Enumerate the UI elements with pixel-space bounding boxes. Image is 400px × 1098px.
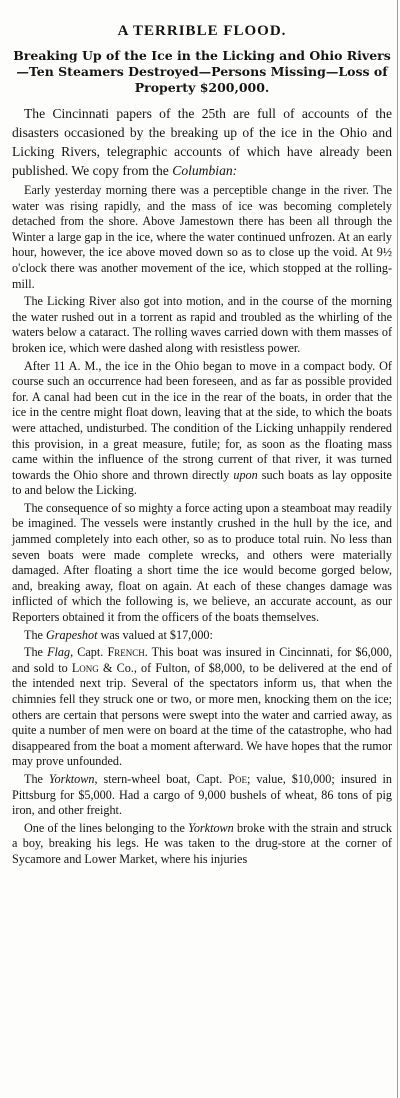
boat-name-yorktown: Yorktown [48, 771, 95, 786]
lede-text: The Cincinnati papers of the 25th are full of accounts of the disasters occasioned by the breaking up of the ice in the Ohio and Licking Rivers, telegraphic accounts of which have already been published. We copy from the [12, 106, 392, 178]
emphasis-upon: upon [233, 467, 258, 482]
headline: A TERRIBLE FLOOD. [117, 23, 287, 39]
source-name: Columbian: [172, 163, 238, 178]
lede-paragraph [12, 104, 392, 180]
paragraph-flag [12, 645, 392, 770]
text-run: . This boat was insured in Cincinnati, for $6,000, and sold to [12, 645, 392, 675]
captain-name: Poe [228, 771, 248, 786]
captain-name: French [107, 645, 145, 660]
firm-name: Long [71, 660, 99, 675]
text-run: The [24, 771, 49, 786]
paragraph-consequence: The consequence of so mighty a force acting upon a steamboat may readily be imagined. The vessels were instantly crushed in the hull by the ice, and jammed completely into each other, so as to produce total ruin. No less than seven boats were made complete wrecks, and others were materially damaged. After floating a short time the ice would become gorged below, and, breaking away, float on again. At each of these changes damage was inflicted of which the following is, we believe, an accurate account, as our Reporters obtained it from the officers of the boats themselves. [12, 500, 392, 625]
subheadline: Breaking Up of the Ice in the Licking and Ohio Rivers—Ten Steamers Destroyed—Persons Missing—Loss of Property $200,000. [13, 48, 391, 95]
paragraph-licking-river: The Licking River also got into motion, and in the course of the morning the water rushed out in a torrent as rapid and troubled as the whirling of the waters below a cataract. The rolling waves carried down with them masses of broken ice, which were dashed along with resistless power. [12, 294, 392, 355]
paragraph-boy-injured [12, 821, 392, 868]
text-run: One of the lines belonging to the [24, 820, 189, 835]
text-run: The [24, 645, 48, 660]
boat-name-grapeshot: Grapeshot [46, 627, 98, 642]
text-run: , Capt. [70, 645, 108, 660]
text-run: ; value, $10,000; insured in Pittsburg for $5,000. Had a cargo of 9,000 bushels of wheat, 86 tons of pig iron, and other freight. [12, 771, 392, 818]
article-column [12, 22, 392, 870]
paragraph-morning-change: Early yesterday morning there was a perceptible change in the river. The water was rising rapidly, and the mass of ice was becoming completely detached from the shore. Above Jamestown there has been all through the Winter a large gap in the ice, where the water continued unfrozen. At an early hour, however, the ice above moved down so as to close up the void. At 9½ o'clock there was another movement of the ice, which stopped at the rolling-mill. [12, 183, 392, 291]
paragraph-grapeshot [12, 628, 392, 644]
text-run: such boats as lay opposite to and below the Licking. [12, 467, 392, 498]
text-run: broke with the strain and struck a boy, breaking his legs. He was taken to the drug-store at the corner of Sycamore and Lower Market, where his injuries [12, 820, 392, 866]
text-run: After 11 A. M., the ice in the Ohio began to move in a compact body. Of course such an occurrence had been foreseen, and as far as possible provided for. A canal had been cut in the ice in the rear of the boats, in order that the ice in the centre might float down, leaving that at the side, to which the boats were attached, undisturbed. The condition of the Licking unhappily rendered this provision, in a great measure, futile; for, as soon as the floating mass came within the influence of the strong current of that river, it was turned towards the Ohio shore and thrown directly [12, 358, 392, 482]
text-run: The [24, 627, 46, 642]
column-rule [397, 0, 398, 1098]
text-run: was valued at $17,000: [97, 627, 213, 642]
paragraph-yorktown [12, 772, 392, 819]
text-run: , stern-wheel boat, Capt. [94, 771, 229, 786]
text-run: & Co., of Fulton, of $8,000, to be delivered at the end of the intended next trip. Several of the spectators inform us, that when the chimnies fell they struck one or two, or more men, knocking them on the ice; others are certain that persons were swept into the water and carried away, as quite a number of men were on board at the time of the catastrophe, who had disappeared from the boat a moment afterward. We have hopes that the rumor may prove unfounded. [12, 660, 392, 769]
boat-name-yorktown: Yorktown [188, 820, 234, 835]
boat-name-flag: Flag [47, 645, 71, 660]
paragraph-ice-moves [12, 359, 392, 499]
